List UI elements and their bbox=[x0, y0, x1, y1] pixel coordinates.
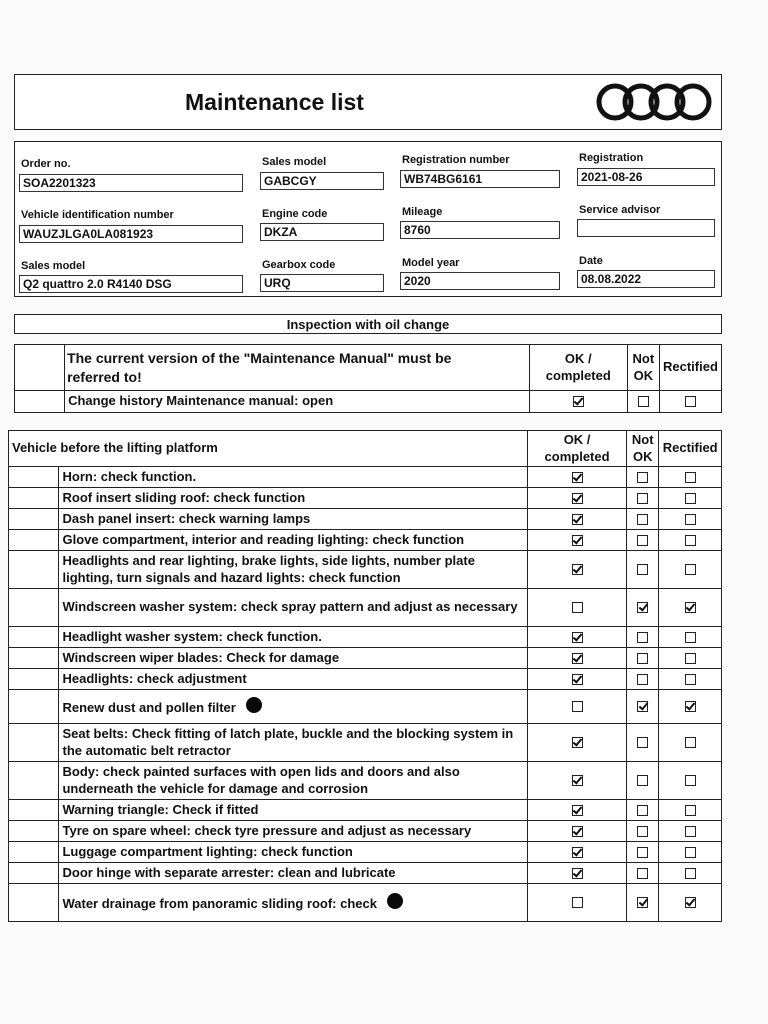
rectified-cell bbox=[659, 627, 722, 648]
rectified-cell bbox=[659, 762, 722, 800]
not-ok-checkbox[interactable] bbox=[637, 737, 648, 748]
manual-items bbox=[15, 391, 722, 413]
not-ok-cell bbox=[627, 589, 659, 627]
checklist-row bbox=[15, 391, 722, 413]
rectified-cell bbox=[659, 669, 722, 690]
date-label: Date bbox=[579, 255, 603, 267]
not-ok-checkbox[interactable] bbox=[637, 653, 648, 664]
not-ok-checkbox[interactable] bbox=[637, 674, 648, 685]
manual-header-row bbox=[15, 345, 722, 391]
checklist-row bbox=[9, 530, 722, 551]
ok-column-header: OK / completed bbox=[529, 345, 627, 391]
rectified-checkbox[interactable] bbox=[685, 737, 696, 748]
rectified-cell bbox=[659, 821, 722, 842]
ok-cell bbox=[528, 842, 627, 863]
ok-cell bbox=[528, 863, 627, 884]
checklist-row bbox=[9, 863, 722, 884]
not-ok-checkbox[interactable] bbox=[637, 701, 648, 712]
mileage-label: Mileage bbox=[402, 206, 443, 218]
not-ok-checkbox[interactable] bbox=[637, 632, 648, 643]
ok-cell bbox=[528, 800, 627, 821]
not-ok-cell bbox=[627, 800, 659, 821]
ok-cell bbox=[528, 648, 627, 669]
margin-cell bbox=[15, 345, 65, 391]
checklist-item-text: Warning triangle: Check if fitted bbox=[62, 801, 259, 817]
checklist-item-cell bbox=[59, 627, 528, 648]
rectified-cell bbox=[659, 863, 722, 884]
not-ok-checkbox[interactable] bbox=[637, 564, 648, 575]
checklist-item-cell bbox=[59, 467, 528, 488]
not-ok-cell bbox=[627, 863, 659, 884]
not-ok-checkbox[interactable] bbox=[637, 847, 648, 858]
not-ok-cell bbox=[627, 724, 659, 762]
service-advisor-field bbox=[577, 219, 715, 237]
checklist-item-cell bbox=[59, 690, 528, 724]
rectified-checkbox[interactable] bbox=[685, 514, 696, 525]
rectified-checkbox[interactable] bbox=[685, 897, 696, 908]
rectified-checkbox[interactable] bbox=[685, 826, 696, 837]
ok-checkbox[interactable] bbox=[572, 826, 583, 837]
checklist-item-cell bbox=[59, 863, 528, 884]
ok-cell bbox=[528, 467, 627, 488]
checklist-row bbox=[9, 762, 722, 800]
not-ok-checkbox[interactable] bbox=[638, 396, 649, 407]
not-ok-cell bbox=[627, 762, 659, 800]
ok-checkbox[interactable] bbox=[572, 847, 583, 858]
ok-cell bbox=[529, 391, 627, 413]
not-ok-cell bbox=[627, 530, 659, 551]
checklist-item-cell bbox=[59, 530, 528, 551]
checklist-item-cell bbox=[59, 509, 528, 530]
ok-cell bbox=[528, 762, 627, 800]
checklist-item-cell bbox=[59, 884, 528, 922]
not-ok-cell bbox=[627, 690, 659, 724]
order-no-label: Order no. bbox=[21, 158, 71, 170]
rectified-checkbox[interactable] bbox=[685, 602, 696, 613]
margin-cell bbox=[9, 589, 59, 627]
checklist-row bbox=[9, 551, 722, 589]
sales-model-desc-label: Sales model bbox=[21, 260, 86, 272]
ok-cell bbox=[528, 488, 627, 509]
margin-cell bbox=[9, 884, 59, 922]
checklist-item-text: Windscreen washer system: check spray pattern and adjust as necessary bbox=[62, 599, 518, 615]
checklist-item-cell bbox=[59, 762, 528, 800]
rectified-checkbox[interactable] bbox=[685, 701, 696, 712]
vehicle-info-panel bbox=[14, 141, 722, 297]
ok-checkbox[interactable] bbox=[572, 868, 583, 879]
margin-cell bbox=[9, 467, 59, 488]
checklist-row bbox=[9, 800, 722, 821]
checklist-item-text: Door hinge with separate arrester: clean and lubricate bbox=[62, 864, 396, 880]
not-ok-column-header bbox=[627, 345, 659, 391]
ok-cell bbox=[528, 669, 627, 690]
manual-table bbox=[14, 344, 722, 413]
margin-cell bbox=[9, 669, 59, 690]
margin-cell bbox=[9, 842, 59, 863]
margin-cell bbox=[9, 530, 59, 551]
checklist-item-text: Tyre on spare wheel: check tyre pressure and adjust as necessary bbox=[62, 822, 472, 838]
checklist-item-text: Windscreen wiper blades: Check for damage bbox=[62, 649, 340, 665]
vin-label: Vehicle identification number bbox=[21, 209, 174, 221]
rectified-checkbox[interactable] bbox=[685, 472, 696, 483]
rectified-cell bbox=[659, 530, 722, 551]
rectified-checkbox[interactable] bbox=[685, 805, 696, 816]
margin-cell bbox=[9, 488, 59, 509]
rectified-checkbox[interactable] bbox=[685, 674, 696, 685]
rectified-column-header: Rectified bbox=[659, 431, 722, 467]
checklist-item-cell bbox=[59, 800, 528, 821]
ok-checkbox[interactable] bbox=[572, 805, 583, 816]
rectified-cell bbox=[659, 884, 722, 922]
ok-cell bbox=[528, 821, 627, 842]
marker-dot-icon bbox=[387, 893, 403, 909]
rectified-cell bbox=[659, 509, 722, 530]
checklist-row bbox=[9, 488, 722, 509]
ok-column-header: OK / completed bbox=[528, 431, 627, 467]
ok-checkbox[interactable] bbox=[572, 701, 583, 712]
model-year-field: 2020 bbox=[400, 272, 560, 290]
rectified-cell bbox=[659, 842, 722, 863]
checklist-row bbox=[9, 589, 722, 627]
checklist-item-text: Headlight washer system: check function. bbox=[62, 628, 322, 644]
rectified-checkbox[interactable] bbox=[685, 396, 696, 407]
checklist-item-cell bbox=[59, 589, 528, 627]
ok-cell bbox=[528, 530, 627, 551]
not-ok-cell bbox=[627, 551, 659, 589]
not-ok-checkbox[interactable] bbox=[637, 897, 648, 908]
checklist-item-text: Seat belts: Check fitting of latch plate, buckle and the blocking system in the automatic belt retractor bbox=[62, 725, 514, 758]
checklist-item-cell bbox=[59, 842, 528, 863]
rectified-cell bbox=[659, 467, 722, 488]
checklist-item-cell bbox=[59, 724, 528, 762]
checklist-item-text: Headlights: check adjustment bbox=[62, 670, 247, 686]
checklist-row bbox=[9, 884, 722, 922]
not-ok-cell bbox=[627, 821, 659, 842]
platform-header-row bbox=[9, 431, 722, 467]
ok-checkbox[interactable] bbox=[572, 602, 583, 613]
checklist-row bbox=[9, 724, 722, 762]
sales-model-field: GABCGY bbox=[260, 172, 384, 190]
order-no-field: SOA2201323 bbox=[19, 174, 243, 192]
sales-model-label: Sales model bbox=[262, 156, 327, 168]
rectified-column-header: Rectified bbox=[659, 345, 721, 391]
notice-line-1: The current version of the "Maintenance Manual" must be bbox=[67, 350, 452, 367]
engine-code-label: Engine code bbox=[262, 208, 328, 220]
model-year-label: Model year bbox=[402, 257, 460, 269]
not-ok-header-line-1: Not bbox=[631, 431, 654, 447]
platform-table bbox=[8, 430, 722, 922]
checklist-item-text: Headlights and rear lighting, brake lights, side lights, number plate lighting, turn signals and hazard lights: check function bbox=[62, 552, 475, 585]
rectified-checkbox[interactable] bbox=[685, 493, 696, 504]
checklist-item-text: Dash panel insert: check warning lamps bbox=[62, 510, 311, 526]
ok-checkbox[interactable] bbox=[573, 396, 584, 407]
rectified-checkbox[interactable] bbox=[685, 868, 696, 879]
ok-cell bbox=[528, 627, 627, 648]
not-ok-column-header bbox=[627, 431, 659, 467]
not-ok-cell bbox=[627, 669, 659, 690]
rectified-checkbox[interactable] bbox=[685, 847, 696, 858]
notice-line-2: referred to! bbox=[67, 368, 142, 385]
ok-checkbox[interactable] bbox=[572, 514, 583, 525]
not-ok-checkbox[interactable] bbox=[637, 493, 648, 504]
ok-checkbox[interactable] bbox=[572, 775, 583, 786]
not-ok-checkbox[interactable] bbox=[637, 535, 648, 546]
registration-number-label: Registration number bbox=[402, 154, 510, 166]
service-advisor-label: Service advisor bbox=[579, 204, 661, 216]
rectified-cell bbox=[659, 724, 722, 762]
margin-cell bbox=[9, 627, 59, 648]
not-ok-checkbox[interactable] bbox=[637, 868, 648, 879]
registration-number-field: WB74BG6161 bbox=[400, 170, 560, 188]
ok-checkbox[interactable] bbox=[572, 472, 583, 483]
rectified-cell bbox=[659, 589, 722, 627]
checklist-item-cell bbox=[59, 488, 528, 509]
gearbox-code-label: Gearbox code bbox=[262, 259, 336, 271]
margin-cell bbox=[9, 762, 59, 800]
checklist-row bbox=[9, 509, 722, 530]
rectified-checkbox[interactable] bbox=[685, 535, 696, 546]
sales-model-desc-field: Q2 quattro 2.0 R4140 DSG bbox=[19, 275, 243, 293]
not-ok-checkbox[interactable] bbox=[637, 775, 648, 786]
checklist-item-text: Water drainage from panoramic sliding roof: check bbox=[62, 895, 377, 911]
checklist-row bbox=[9, 467, 722, 488]
rectified-checkbox[interactable] bbox=[685, 775, 696, 786]
checklist-item-text: Glove compartment, interior and reading lighting: check function bbox=[62, 531, 465, 547]
checklist-item-text: Luggage compartment lighting: check function bbox=[62, 843, 353, 859]
checklist-row bbox=[9, 690, 722, 724]
margin-cell bbox=[9, 509, 59, 530]
manual-notice bbox=[65, 345, 530, 391]
section-banner-label: Inspection with oil change bbox=[286, 317, 450, 332]
checklist-item-text: Renew dust and pollen filter bbox=[62, 699, 236, 715]
ok-checkbox[interactable] bbox=[572, 535, 583, 546]
margin-cell bbox=[9, 551, 59, 589]
rectified-cell bbox=[659, 648, 722, 669]
checklist-row bbox=[9, 627, 722, 648]
ok-checkbox[interactable] bbox=[572, 674, 583, 685]
ok-cell bbox=[528, 551, 627, 589]
ok-checkbox[interactable] bbox=[572, 632, 583, 643]
ok-cell bbox=[528, 724, 627, 762]
margin-cell bbox=[9, 800, 59, 821]
margin-cell bbox=[9, 863, 59, 884]
not-ok-checkbox[interactable] bbox=[637, 602, 648, 613]
not-ok-header-line-2: OK bbox=[633, 367, 654, 383]
ok-checkbox[interactable] bbox=[572, 564, 583, 575]
rectified-checkbox[interactable] bbox=[685, 653, 696, 664]
ok-checkbox[interactable] bbox=[572, 653, 583, 664]
not-ok-checkbox[interactable] bbox=[637, 805, 648, 816]
section-banner bbox=[14, 314, 722, 334]
checklist-row bbox=[9, 669, 722, 690]
rectified-checkbox[interactable] bbox=[685, 632, 696, 643]
checklist-item-cell bbox=[59, 821, 528, 842]
not-ok-cell bbox=[627, 884, 659, 922]
rectified-cell bbox=[659, 690, 722, 724]
registration-field: 2021-08-26 bbox=[577, 168, 715, 186]
rectified-cell bbox=[659, 551, 722, 589]
checklist-row bbox=[9, 842, 722, 863]
margin-cell bbox=[9, 821, 59, 842]
not-ok-cell bbox=[627, 391, 659, 413]
checklist-item-text: Body: check painted surfaces with open lids and doors and also underneath the vehicle for damage and corrosion bbox=[62, 763, 460, 796]
ok-checkbox[interactable] bbox=[572, 493, 583, 504]
title-box bbox=[14, 74, 722, 130]
margin-cell bbox=[9, 648, 59, 669]
date-field: 08.08.2022 bbox=[577, 270, 715, 288]
engine-code-field: DKZA bbox=[260, 223, 384, 241]
rectified-cell bbox=[659, 800, 722, 821]
checklist-item-cell bbox=[59, 648, 528, 669]
checklist-row bbox=[9, 648, 722, 669]
page-title: Maintenance list bbox=[185, 89, 364, 115]
not-ok-cell bbox=[627, 648, 659, 669]
platform-heading: Vehicle before the lifting platform bbox=[9, 431, 528, 467]
margin-cell bbox=[9, 690, 59, 724]
margin-cell bbox=[9, 724, 59, 762]
checklist-item-cell bbox=[59, 669, 528, 690]
vin-field: WAUZJLGA0LA081923 bbox=[19, 225, 243, 243]
rectified-checkbox[interactable] bbox=[685, 564, 696, 575]
ok-checkbox[interactable] bbox=[572, 897, 583, 908]
ok-cell bbox=[528, 509, 627, 530]
checklist-row bbox=[9, 821, 722, 842]
ok-cell bbox=[528, 690, 627, 724]
not-ok-cell bbox=[627, 509, 659, 530]
mileage-field: 8760 bbox=[400, 221, 560, 239]
rectified-cell bbox=[659, 488, 722, 509]
margin-cell bbox=[15, 391, 65, 413]
not-ok-cell bbox=[627, 467, 659, 488]
checklist-item-text: Change history Maintenance manual: open bbox=[68, 393, 334, 409]
not-ok-header-line-2: OK bbox=[632, 448, 653, 464]
not-ok-cell bbox=[627, 488, 659, 509]
ok-cell bbox=[528, 589, 627, 627]
checklist-item-cell bbox=[65, 391, 530, 413]
checklist-item-text: Horn: check function. bbox=[62, 468, 197, 484]
gearbox-code-field: URQ bbox=[260, 274, 384, 292]
not-ok-cell bbox=[627, 627, 659, 648]
not-ok-checkbox[interactable] bbox=[637, 472, 648, 483]
not-ok-header-line-1: Not bbox=[632, 350, 655, 366]
four-rings-logo bbox=[593, 78, 717, 126]
marker-dot-icon bbox=[246, 697, 262, 713]
checklist-item-text: Roof insert sliding roof: check function bbox=[62, 489, 306, 505]
registration-label: Registration bbox=[579, 152, 644, 164]
not-ok-cell bbox=[627, 842, 659, 863]
checklist-item-cell bbox=[59, 551, 528, 589]
not-ok-checkbox[interactable] bbox=[637, 826, 648, 837]
ok-checkbox[interactable] bbox=[572, 737, 583, 748]
not-ok-checkbox[interactable] bbox=[637, 514, 648, 525]
platform-items bbox=[9, 467, 722, 922]
ok-cell bbox=[528, 884, 627, 922]
rectified-cell bbox=[659, 391, 721, 413]
